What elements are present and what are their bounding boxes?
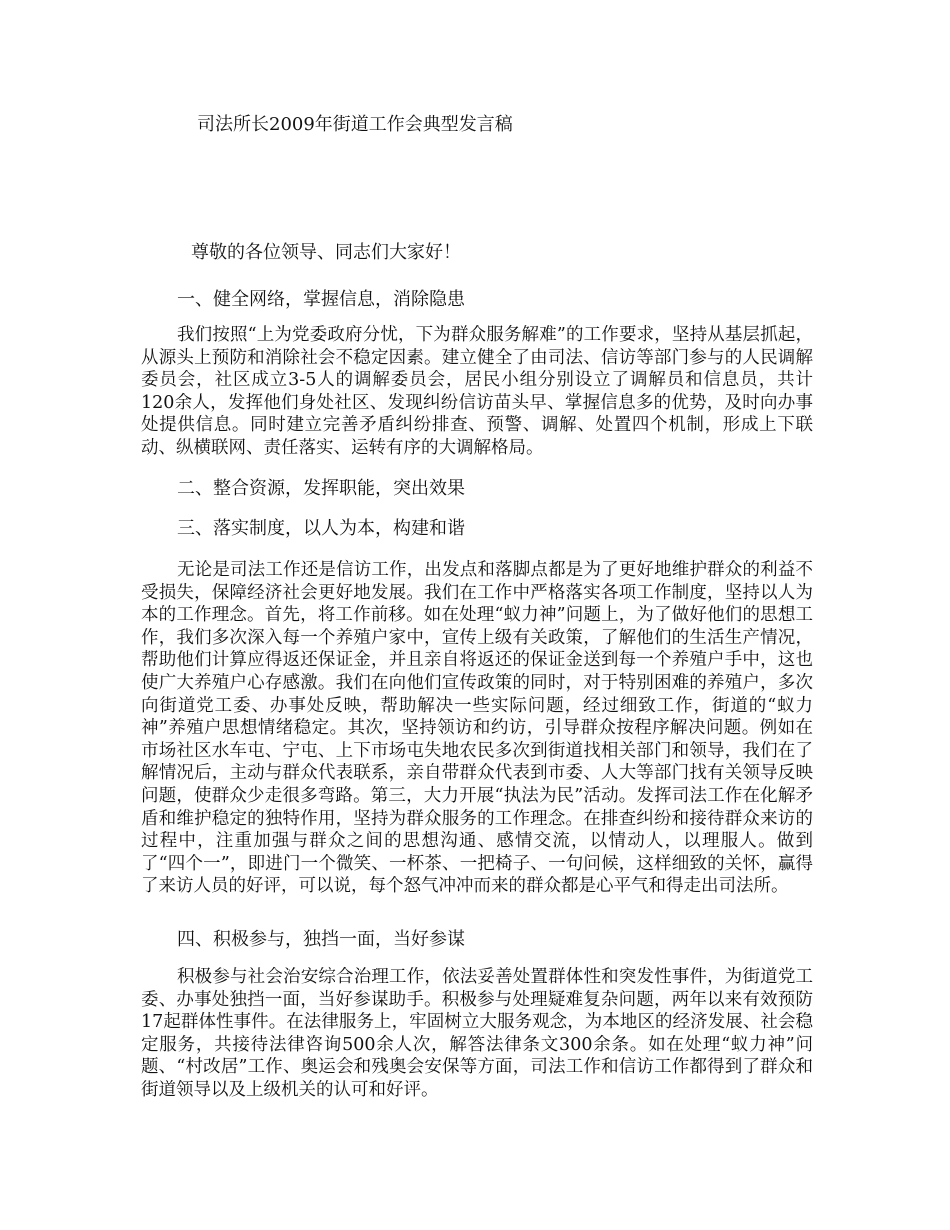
section-paragraph-1: 我们按照“上为党委政府分忧，下为群众服务解难”的工作要求，坚持从基层抓起，从源头上预防和消除社会不稳定因素。建立健全了由司法、信访等部门参与的人民调解委员会，社区成立3-5人的调解委员会，居民小组分别设立了调解员和信息员，共计120余人，发挥他们身处社区、发现纠纷信访苗头早、掌握信息多的优势，及时向办事处提供信息。同时建立完善矛盾纠纷排查、预警、调解、处置四个机制，形成上下联动、纵横联网、责任落实、运转有序的大调解格局。 (141, 325, 813, 458)
section-heading-2: 二、整合资源，发挥职能，突出效果 (177, 478, 465, 499)
section-heading-1: 一、健全网络，掌握信息，消除隐患 (177, 289, 465, 310)
section-paragraph-3: 无论是司法工作还是信访工作，出发点和落脚点都是为了更好地维护群众的利益不受损失，保障经济社会更好地发展。我们在工作中严格落实各项工作制度，坚持以人为本的工作理念。首先，将工作前移。如在处理“蚁力神”问题上，为了做好他们的思想工作，我们多次深入每一个养殖户家中，宣传上级有关政策，了解他们的生活生产情况，帮助他们计算应得返还保证金，并且亲自将返还的保证金送到每一个养殖户手中，这也使广大养殖户心存感激。我们在向他们宣传政策的同时，对于特别困难的养殖户，多次向街道党工委、办事处反映，帮助解决一些实际问题，经过细致工作，街道的“蚁力神”养殖户思想情绪稳定。其次，坚持领访和约访，引导群众按程序解决问题。例如在市场社区水车屯、宁屯、上下市场屯失地农民多次到街道找相关部门和领导，我们在了解情况后，主动与群众代表联系，亲自带群众代表到市委、人大等部门找有关领导反映问题，使群众少走很多弯路。第三，大力开展“执法为民”活动。发挥司法工作在化解矛盾和维护稳定的独特作用，坚持为群众服务的工作理念。在排查纠纷和接待群众来访的过程中，注重加强与群众之间的思想沟通、感情交流，以情动人，以理服人。做到了“四个一”，即进门一个微笑、一杯茶、一把椅子、一句问候，这样细致的关怀，赢得了来访人员的好评，可以说，每个怒气冲冲而来的群众都是心平气和得走出司法所。 (141, 560, 813, 897)
section-heading-4: 四、积极参与，独挡一面，当好参谋 (177, 929, 465, 950)
document-title: 司法所长2009年街道工作会典型发言稿 (197, 114, 513, 135)
section-paragraph-4: 积极参与社会治安综合治理工作，依法妥善处置群体性和突发性事件，为街道党工委、办事处独挡一面，当好参谋助手。积极参与处理疑难复杂问题，两年以来有效预防17起群体性事件。在法律服务上，牢固树立大服务观念，为本地区的经济发展、社会稳定服务，共接待法律咨询500余人次，解答法律条文300余条。如在处理“蚁力神”问题、“村改居”工作、奥运会和残奥会安保等方面，司法工作和信访工作都得到了群众和街道领导以及上级机关的认可和好评。 (141, 967, 813, 1100)
greeting: 尊敬的各位领导、同志们大家好！ (191, 242, 461, 263)
section-heading-3: 三、落实制度，以人为本，构建和谐 (177, 518, 465, 539)
